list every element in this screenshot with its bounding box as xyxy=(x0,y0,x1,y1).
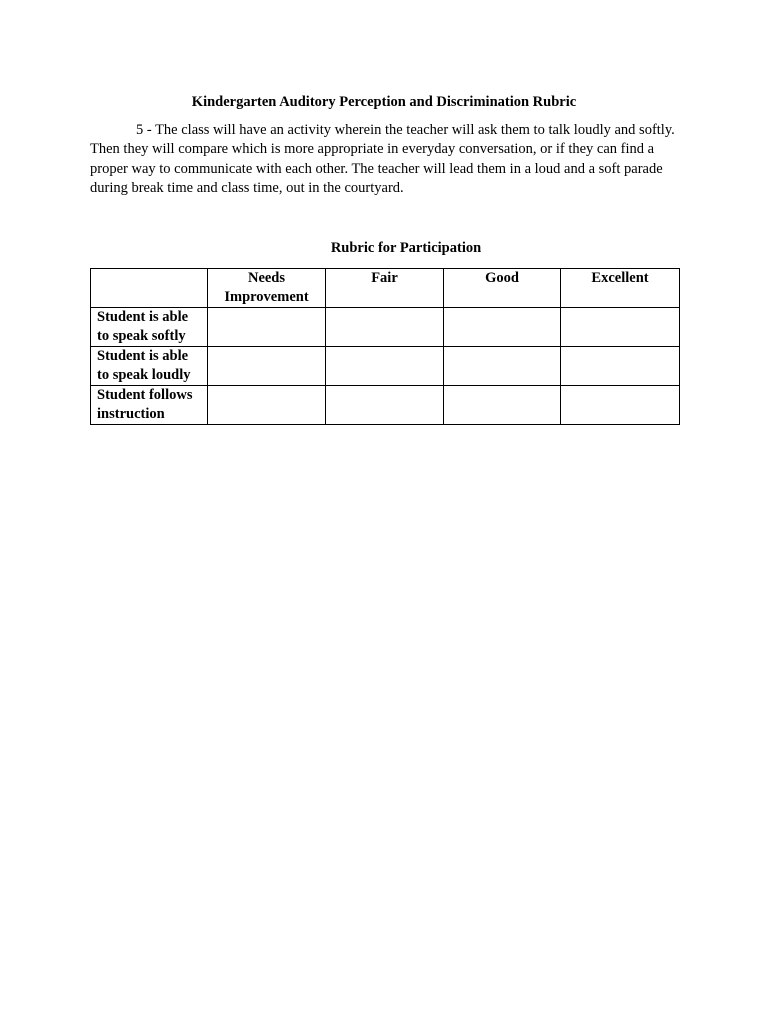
rubric-cell xyxy=(208,386,326,425)
rubric-cell xyxy=(326,347,444,386)
rubric-cell xyxy=(561,308,680,347)
rubric-cell xyxy=(444,308,561,347)
activity-paragraph xyxy=(90,121,680,198)
activity-paragraph-text: 5 - The class will have an activity wherein the teacher will ask them to talk loudly and softly. Then they will compare which is more appropriate in everyday conversation, or if they can find a proper way to communicate with each other. The teacher will lead them in a loud and a soft parade during break time and class time, out in the courtyard. xyxy=(90,122,675,196)
table-row xyxy=(91,308,680,347)
rubric-cell xyxy=(326,386,444,425)
document-title: Kindergarten Auditory Perception and Discrimination Rubric xyxy=(191,94,577,110)
row-label-speak-loudly: Student is able to speak loudly xyxy=(91,347,208,386)
table-row xyxy=(91,386,680,425)
column-header-excellent: Excellent xyxy=(561,269,680,308)
rubric-table xyxy=(90,268,680,425)
rubric-corner-cell xyxy=(91,269,208,308)
column-header-needs-improvement: Needs Improvement xyxy=(208,269,326,308)
rubric-cell xyxy=(326,308,444,347)
rubric-title: Rubric for Participation xyxy=(330,240,482,256)
rubric-cell xyxy=(561,347,680,386)
column-header-good: Good xyxy=(444,269,561,308)
column-header-fair: Fair xyxy=(326,269,444,308)
rubric-header-row xyxy=(91,269,680,308)
rubric-cell xyxy=(561,386,680,425)
rubric-cell xyxy=(208,308,326,347)
rubric-cell xyxy=(444,386,561,425)
table-row xyxy=(91,347,680,386)
rubric-cell xyxy=(444,347,561,386)
row-label-speak-softly: Student is able to speak softly xyxy=(91,308,208,347)
row-label-follows-instruction: Student follows instruction xyxy=(91,386,208,425)
rubric-cell xyxy=(208,347,326,386)
